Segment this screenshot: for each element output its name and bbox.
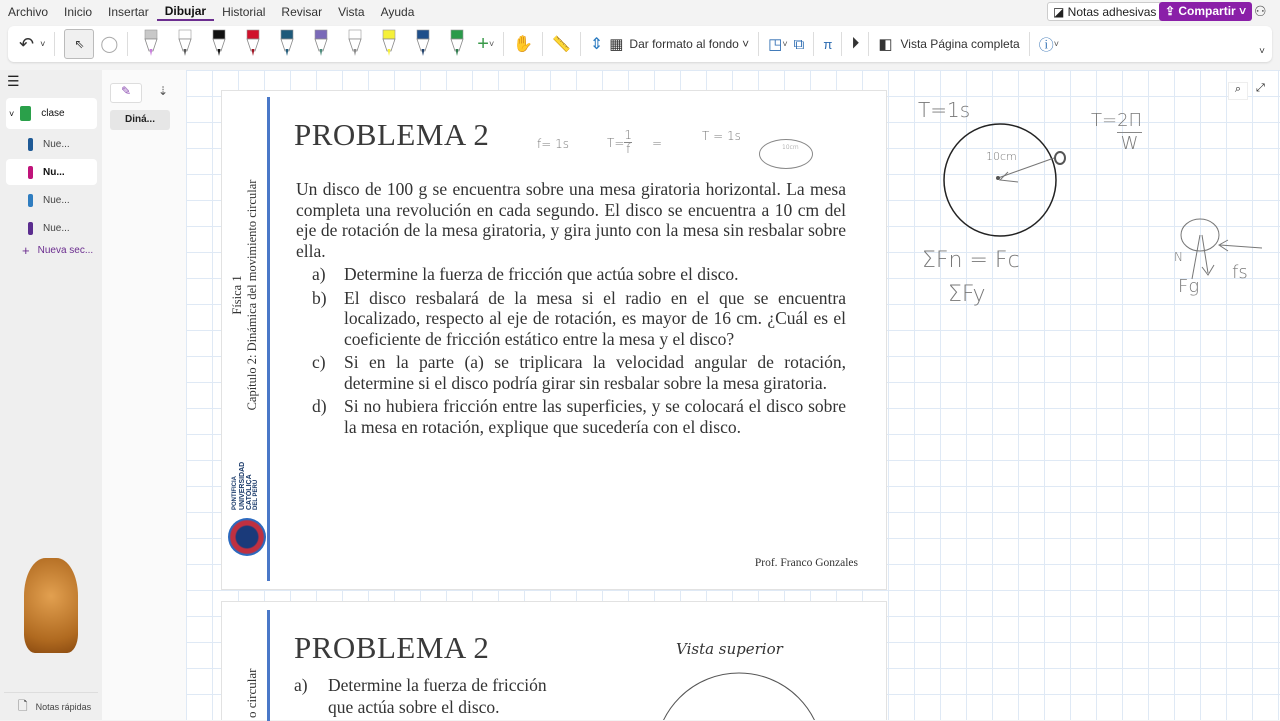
divider (127, 32, 128, 56)
menu-revisar[interactable]: Revisar (281, 5, 323, 19)
menu-inicio[interactable]: Inicio (64, 5, 93, 19)
ruler-icon[interactable]: 📏 (552, 36, 571, 53)
course-name: Física 1 (230, 275, 244, 315)
select-tool-icon[interactable]: ⇖ (64, 29, 94, 59)
item-text: Determine la fuerza de fricción que actúa sobre el disco. (344, 264, 739, 284)
section-item[interactable] (6, 187, 97, 213)
problem-page-2 (221, 601, 887, 720)
format-background-label: Dar formato al fondo (629, 37, 739, 51)
person-icon[interactable]: ⚇ (1254, 3, 1267, 19)
item-label: d) (312, 396, 327, 416)
problem-title-2: PROBLEMA 2 (294, 630, 490, 665)
full-page-icon: ◧ (878, 36, 893, 53)
divider (1029, 32, 1030, 56)
section-tab-icon (28, 138, 33, 151)
ink-period: T=1s (918, 98, 971, 122)
ink-static-friction: fs (1232, 262, 1248, 283)
chevron-down-icon: ˅ (9, 108, 15, 119)
sort-icon[interactable]: ⇣ (158, 84, 169, 98)
divider (841, 32, 842, 56)
pen-7-icon[interactable] (376, 29, 402, 59)
ink-replay-icon[interactable]: ⏵ (851, 35, 860, 52)
notebook-name: clase (41, 108, 65, 119)
item-text: Si no hubiera fricción entre las superficies, y se colocará el disco sobre la mesa en rotación, explique que sucedería con el disco. (344, 396, 846, 437)
item-label: b) (312, 287, 327, 308)
menu-historial[interactable]: Historial (222, 5, 266, 19)
grid-icon: ▦ (609, 36, 624, 53)
menu-ayuda[interactable]: Ayuda (380, 5, 415, 19)
plus-icon: + (22, 242, 30, 258)
problem-item (296, 396, 846, 437)
pen-1-icon[interactable] (172, 29, 198, 59)
divider (868, 32, 869, 56)
divider (580, 32, 581, 56)
item-text: El disco resbalará de la mesa si el radio en el que se encuentra localizado, respecto al eje de rotación, es mayor de 16 cm. ¿Cuál es el coeficiente de fricción estático entre la mesa y el disco? (344, 287, 846, 349)
new-section-label: Nueva sec... (37, 244, 94, 256)
menu-dibujar[interactable]: Dibujar (157, 4, 214, 21)
pen-6-icon[interactable] (342, 29, 368, 59)
chapter-name-partial: o circular (244, 668, 259, 718)
ink-sum-fy: ΣFy (948, 282, 986, 307)
ink-disc-diagram (936, 120, 1076, 240)
page-item[interactable] (110, 110, 170, 130)
full-page-view-button[interactable] (878, 29, 1019, 59)
pen-5-icon[interactable] (308, 29, 334, 59)
problem-item (296, 264, 846, 285)
course-header (230, 165, 260, 425)
ink-gravity: Fg (1178, 276, 1200, 297)
section-item[interactable] (6, 159, 97, 185)
page-title-label: Diná... (124, 114, 155, 125)
share-icon: ⇪ (1165, 4, 1179, 18)
notebook-sidebar (0, 70, 102, 720)
undo-icon[interactable]: ↶ (19, 33, 35, 54)
note-canvas[interactable] (186, 70, 1280, 720)
ink-period-omega: T= $\frac{2\Pi}{W}$ (1091, 110, 1143, 154)
full-page-view-label: Vista Página completa (900, 37, 1020, 51)
quick-notes-label: Notas rápidas (35, 702, 92, 712)
draw-toolbar (8, 26, 1272, 62)
share-label: Compartir (1178, 4, 1236, 18)
menu-vista[interactable]: Vista (338, 5, 365, 19)
section-label: Nu... (43, 166, 65, 178)
collapse-ribbon-icon[interactable]: ˅ (1259, 45, 1265, 57)
ink-small-disc: 10cm (759, 139, 813, 169)
quick-notes-avatar (24, 558, 78, 653)
section-tab-icon (28, 166, 33, 179)
divider (4, 692, 98, 693)
hand-icon[interactable]: ✋ (513, 36, 534, 53)
pen-2-icon[interactable] (206, 29, 232, 59)
ink-sum-fn: ΣFn = Fc (922, 248, 1020, 273)
divider (542, 32, 543, 56)
pen-0-icon[interactable] (138, 29, 164, 59)
shapes-icon[interactable]: ◳ ˅ (768, 36, 788, 53)
quick-notes-button[interactable] (6, 694, 97, 720)
author: Prof. Franco Gonzales (754, 557, 858, 569)
university-logo (228, 446, 268, 558)
menu-archivo[interactable]: Archivo (8, 5, 49, 19)
divider (813, 32, 814, 56)
sticky-notes-button[interactable] (1047, 2, 1162, 21)
format-background-button[interactable]: ▦ Dar formato al fondo ˅ (609, 36, 750, 53)
new-section-button[interactable] (6, 237, 97, 263)
item-text: Si en la parte (a) se triplicara la velocidad angular de rotación, determine si el disco podría girar sin resbalar sobre la mesa giratoria. (344, 352, 846, 393)
problem-item (296, 288, 846, 350)
note-icon: 🗋 (18, 698, 28, 713)
turntable-circle (654, 672, 824, 720)
problem-page-1 (221, 90, 887, 590)
page-accent-bar (267, 610, 270, 721)
ink-period-value: T = 1s (702, 129, 741, 143)
hamburger-icon[interactable]: ☰ (7, 73, 20, 89)
section-label: Nue... (43, 138, 70, 150)
section-label: Nue... (43, 222, 70, 234)
item-label: c) (312, 352, 326, 372)
sticky-notes-label: Notas adhesivas (1067, 5, 1157, 19)
pen-4-icon[interactable] (274, 29, 300, 59)
expand-icon[interactable]: ⤢ (1256, 82, 1265, 94)
ink-normal: N (1174, 250, 1183, 264)
problem-statement (296, 179, 846, 437)
section-tab-icon (28, 222, 33, 235)
divider (503, 32, 504, 56)
menu-insertar[interactable]: Insertar (108, 5, 149, 19)
ink-free-body-diagram (1172, 215, 1262, 285)
statement-text: Un disco de 100 g se encuentra sobre una mesa giratoria horizontal. La mesa completa una revolución en cada segundo. El disco se encuentra a 10 cm del eje de rotación de la mesa giratoria, y gira junto con la mesa sin resbalar sobre ella. (296, 179, 846, 261)
ink-to-shape-icon[interactable]: ⧉ (793, 35, 805, 53)
sticky-note-icon: ◪ (1053, 5, 1068, 19)
notebook-clase[interactable] (6, 98, 97, 129)
ink-period-formula: T= $\frac{1}{f}$ = (607, 128, 663, 156)
section-label: Nue... (43, 194, 70, 206)
notebook-icon (20, 106, 31, 121)
problem-item (296, 352, 846, 393)
undo-dropdown[interactable]: ˅ (40, 39, 46, 49)
divider (758, 32, 759, 56)
lasso-icon[interactable]: ◯ (100, 36, 119, 53)
add-pen-icon[interactable]: + ˅ (477, 32, 495, 55)
pen-8-icon[interactable] (410, 29, 436, 59)
item-label: a) (312, 264, 326, 284)
share-button[interactable]: ⇪ Compartir ˅ (1159, 2, 1252, 21)
chapter-name: Capítulo 2: Dinámica del movimiento circular (245, 179, 259, 411)
search-button[interactable]: ⌕ (1228, 82, 1248, 100)
pen-3-icon[interactable] (240, 29, 266, 59)
view-label: Vista superior (676, 640, 783, 658)
problem-item-a: a) Determine la fuerza de fricción que actúa sobre el disco. (294, 675, 547, 717)
pen-9-icon[interactable] (444, 29, 470, 59)
section-tab-icon (28, 194, 33, 207)
ink-to-math-icon[interactable]: π (823, 36, 833, 52)
insert-space-icon[interactable]: ⇕ (589, 36, 604, 53)
ink-radius: 10cm (986, 150, 1017, 163)
university-seal-icon (228, 518, 266, 556)
page-list (102, 70, 186, 720)
section-item[interactable] (6, 131, 97, 157)
university-name: PONTIFICIA UNIVERSIDAD CATÓLICA DEL PERÚ (232, 461, 259, 510)
divider (54, 32, 55, 56)
add-page-button[interactable]: ✎ (110, 83, 142, 103)
ink-f: f= 1s (537, 137, 569, 151)
problem-title: PROBLEMA 2 (294, 117, 490, 152)
help-icon[interactable]: ⓘ ˅ (1038, 36, 1059, 54)
